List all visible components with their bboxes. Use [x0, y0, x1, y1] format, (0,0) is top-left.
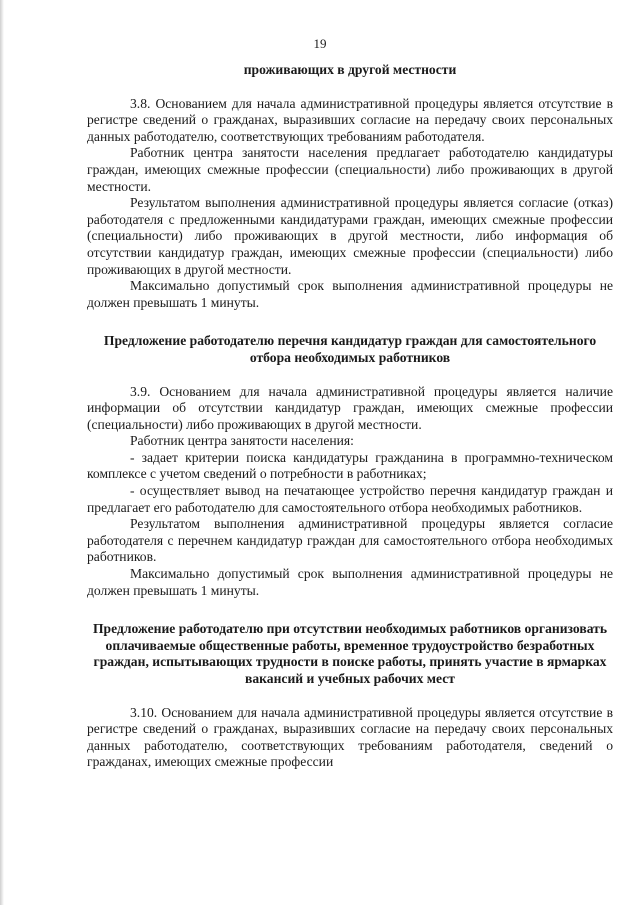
- paragraph-3-9-basis: 3.9. Основанием для начала административной процедуры является наличие информации об отсутствии кандидатур граждан, имеющих смежные профессии (специальности) либо проживающих в другой местности.: [87, 383, 613, 432]
- section-heading-candidate-list: Предложение работодателю перечня кандидатур граждан для самостоятельного отбора необходимых работников: [103, 333, 597, 365]
- paragraph-3-10-basis: 3.10. Основанием для начала административной процедуры является отсутствие в регистре сведений о гражданах, выразивших согласие на передачу своих персональных данных работодателю, соответствующих требованиям работодателя, сведений о гражданах, имеющих смежные профессии: [87, 704, 613, 770]
- paragraph-3-9-output: - осуществляет вывод на печатающее устройство перечня кандидатур граждан и предлагает его работодателю для самостоятельного отбора необходимых работников.: [87, 483, 613, 515]
- paragraph-3-9-criteria: - задает критерии поиска кандидатуры гражданина в программно-техническом комплексе с учетом сведений о потребности в работниках;: [87, 449, 613, 482]
- scan-edge-shadow: [0, 0, 4, 905]
- section-heading-public-works: Предложение работодателю при отсутствии необходимых работников организовать оплачиваемые общественные работы, временное трудоустройство безработных граждан, испытывающих трудности в поиске работы, принять участие в ярмарках вакансий и учебных рабочих мест: [92, 621, 608, 686]
- paragraph-3-9-deadline: Максимально допустимый срок выполнения административной процедуры не должен превышать 1 минуты.: [87, 566, 613, 598]
- paragraph-3-9-worker: Работник центра занятости населения:: [130, 433, 354, 449]
- paragraph-3-8-worker: Работник центра занятости населения предлагает работодателю кандидатуры граждан, имеющих смежные профессии (специальности) либо проживающих в другой местности.: [87, 145, 613, 194]
- section-heading-continued: проживающих в другой местности: [243, 62, 457, 77]
- paragraph-3-8-deadline: Максимально допустимый срок выполнения административной процедуры не должен превышать 1 минуты.: [87, 278, 613, 310]
- document-body: [87, 62, 613, 771]
- paragraph-3-8-result: Результатом выполнения административной процедуры является согласие (отказ) работодателя с предложенными кандидатурами граждан, имеющих смежные профессии (специальности) либо проживающих в другой местности, либо информация об отсутствии кандидатур граждан, имеющих смежные профессии (специальности) либо проживающих в другой местности.: [87, 195, 613, 277]
- paragraph-3-8-basis: 3.8. Основанием для начала административной процедуры является отсутствие в регистре сведений о гражданах, выразивших согласие на передачу своих персональных данных работодателю, соответствующих требованиям работодателя.: [87, 95, 613, 144]
- page-number: 19: [313, 36, 327, 51]
- paragraph-3-9-result: Результатом выполнения административной процедуры является согласие работодателя с перечнем кандидатур граждан для самостоятельного отбора необходимых работников.: [87, 516, 613, 565]
